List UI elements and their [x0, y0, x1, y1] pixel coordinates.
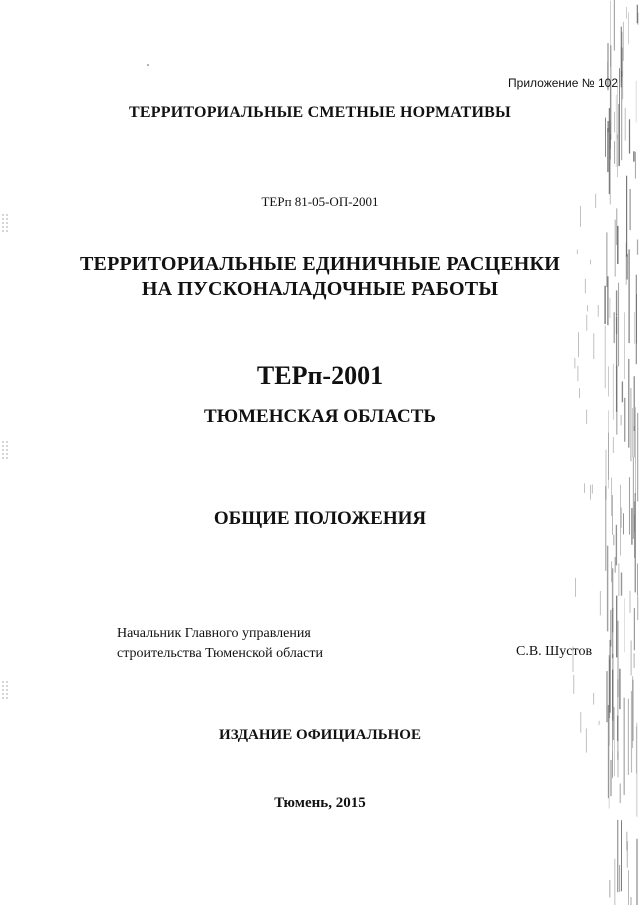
signer-name: С.В. Шустов [516, 644, 593, 659]
edition-label: ИЗДАНИЕ ОФИЦИАЛЬНОЕ [219, 727, 421, 743]
signer-position-line-1: Начальник Главного управления [117, 626, 311, 641]
document-section-title: ОБЩИЕ ПОЛОЖЕНИЯ [213, 508, 427, 529]
appendix-label: Приложение № 102 [508, 76, 618, 90]
document-title-line-1: ТЕРРИТОРИАЛЬНЫЕ ЕДИНИЧНЫЕ РАСЦЕНКИ [79, 253, 561, 275]
scan-speck [147, 64, 149, 66]
document-code: ТЕРп 81-05-ОП-2001 [261, 194, 379, 209]
document-short-name: ТЕРп-2001 [256, 361, 384, 390]
document-heading: ТЕРРИТОРИАЛЬНЫЕ СМЕТНЫЕ НОРМАТИВЫ [129, 104, 511, 121]
place-and-year: Тюмень, 2015 [274, 795, 366, 811]
signer-position [117, 624, 323, 664]
document-title-line-2: НА ПУСКОНАЛАДОЧНЫЕ РАБОТЫ [141, 278, 499, 300]
document-title [0, 252, 640, 302]
document-region: ТЮМЕНСКАЯ ОБЛАСТЬ [204, 406, 436, 427]
signer-position-line-2: строительства Тюменской области [117, 646, 323, 661]
